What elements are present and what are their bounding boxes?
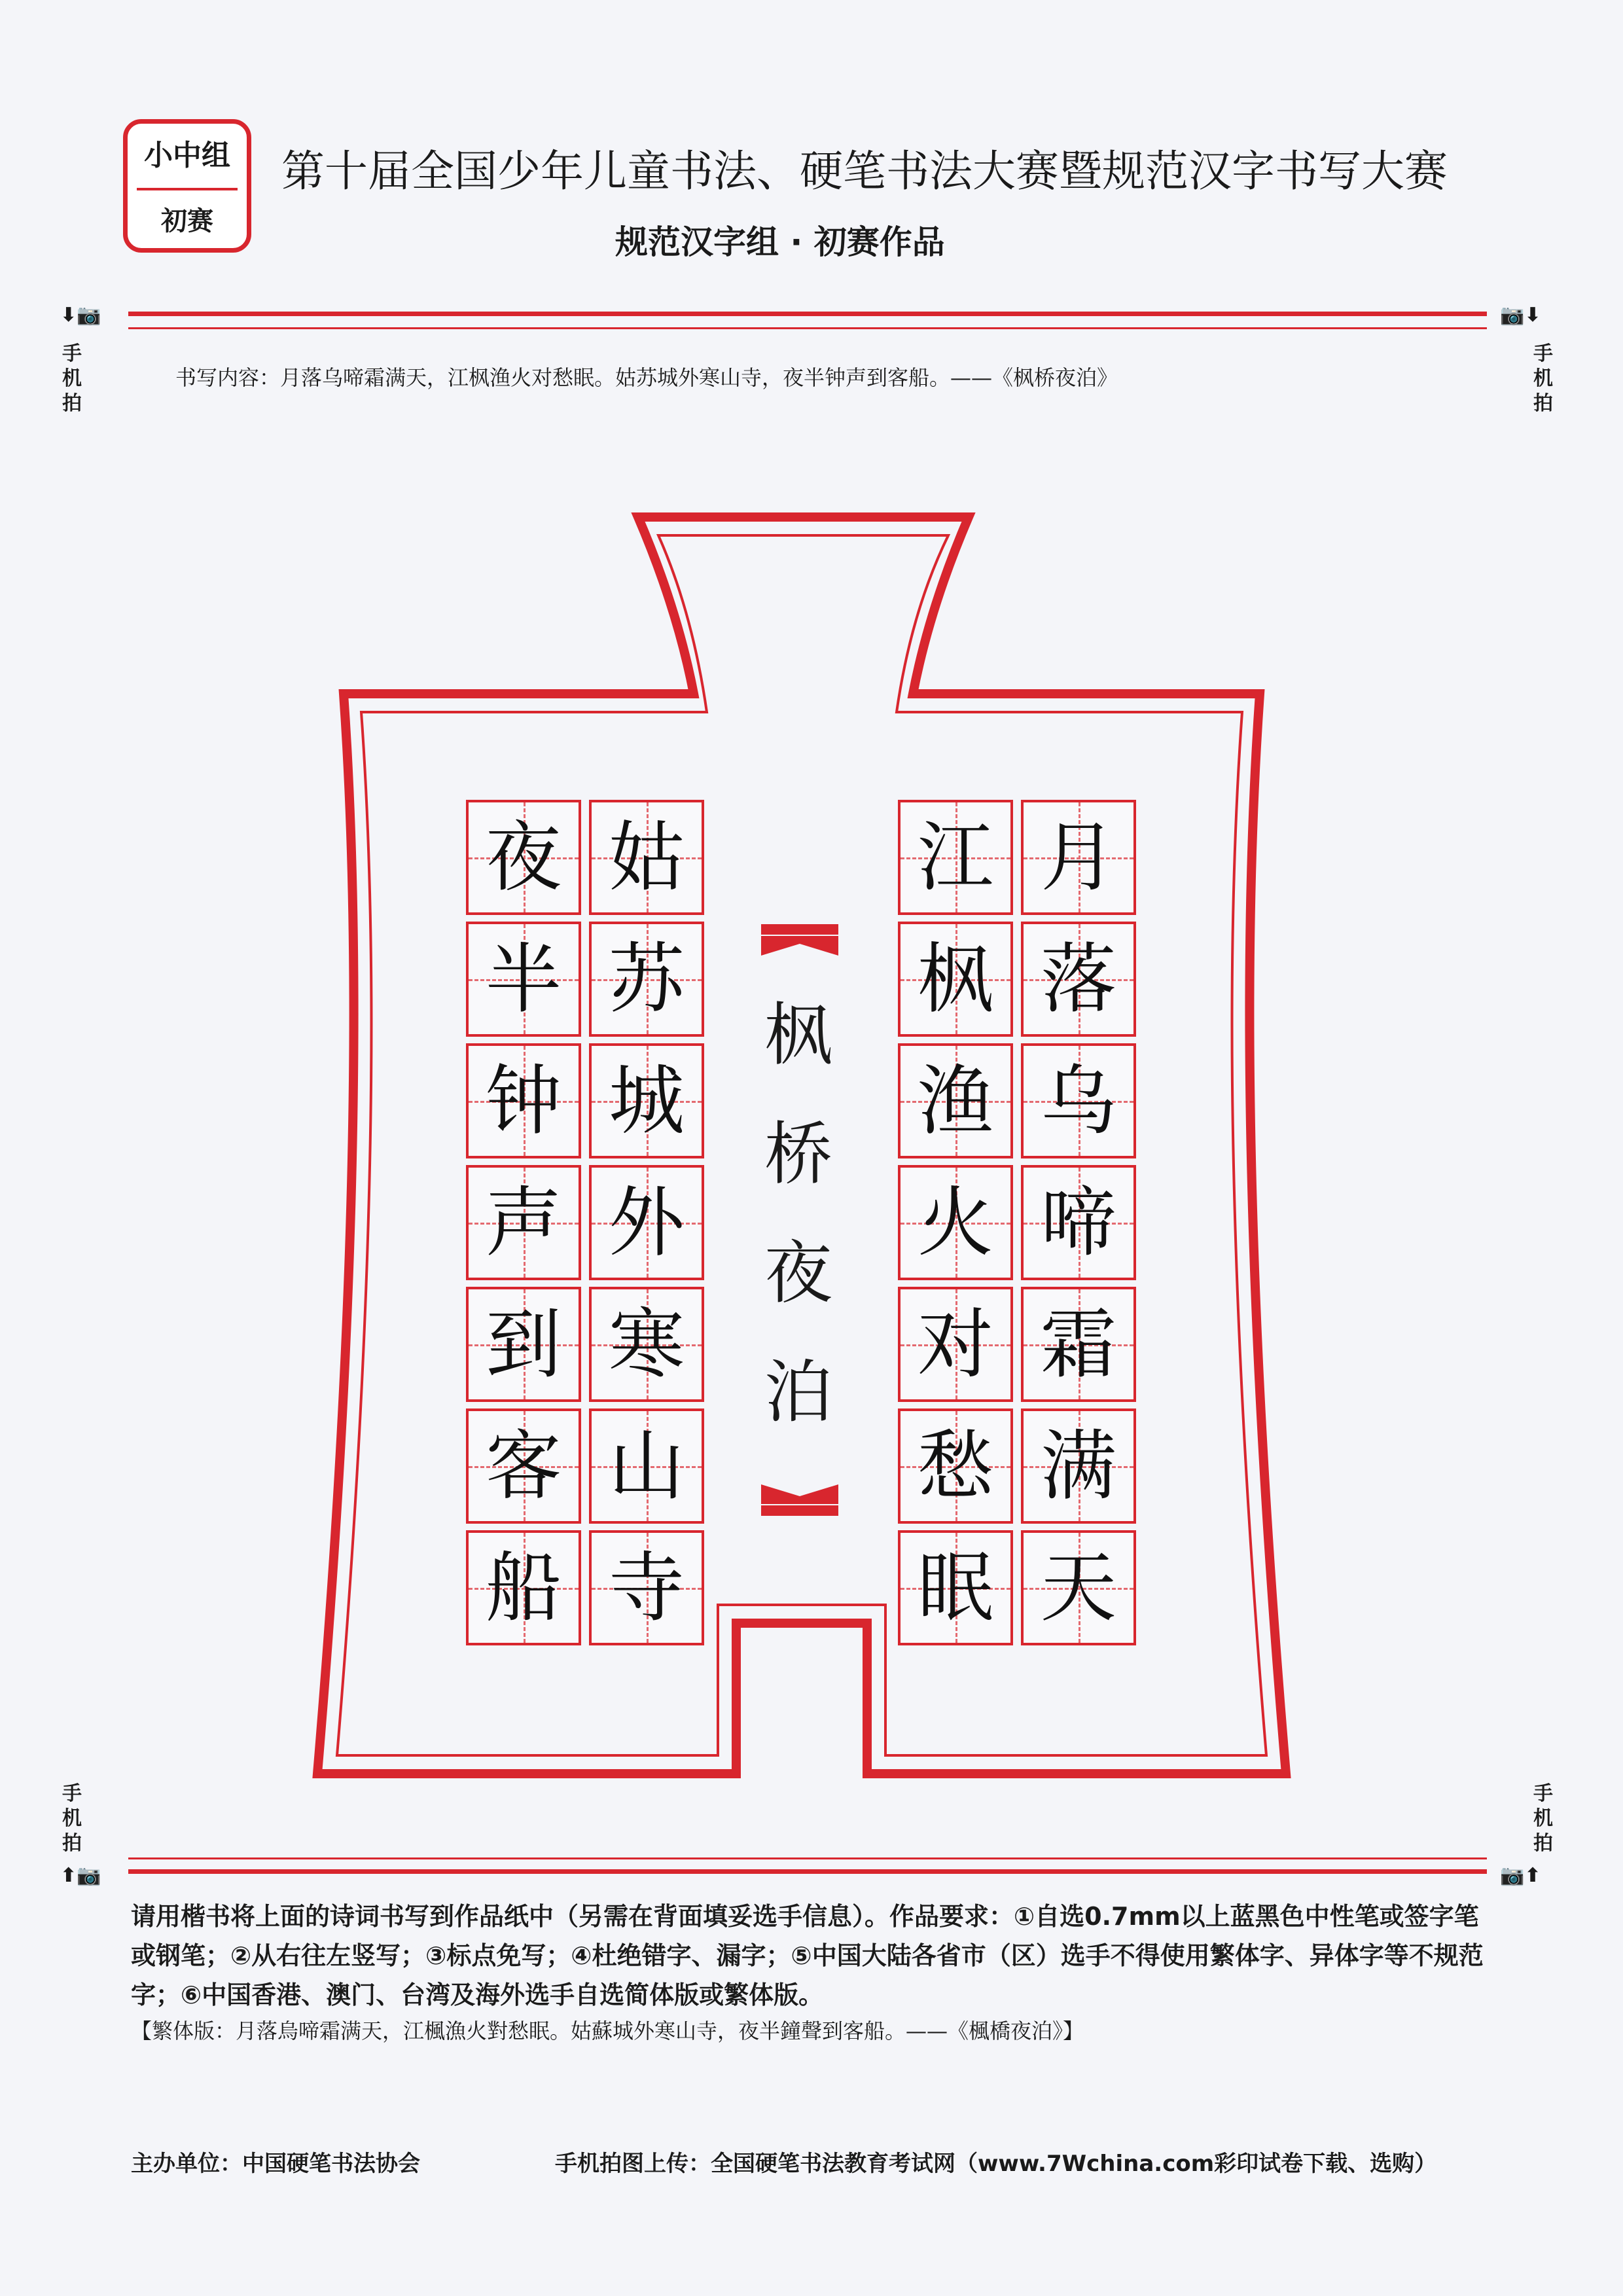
grid-cell [589, 1530, 704, 1645]
grid-character: 客 [486, 1422, 562, 1511]
poem-title-char: 泊 [764, 1352, 832, 1432]
arrow-up-icon: ⬆ [60, 1864, 77, 1887]
arrow-up-icon: ⬆ [1524, 1864, 1541, 1887]
grid-character: 钟 [486, 1057, 562, 1145]
grid-character: 枫 [918, 935, 993, 1024]
camera-icon: 📷 [77, 1864, 101, 1887]
grid-cell [589, 1287, 704, 1402]
grid-cell [466, 1287, 581, 1402]
grid-cell [589, 1043, 704, 1158]
grid-character: 渔 [918, 1057, 993, 1145]
grid-character: 半 [486, 935, 562, 1024]
title-bracket-bottom [761, 1484, 838, 1516]
grid-cell [466, 1165, 581, 1280]
upload-info: 手机拍图上传：全国硬笔书法教育考试网（www.7Wchina.com彩印试卷下载、选购） [555, 2151, 1437, 2177]
grid-cell [898, 800, 1013, 915]
grid-character: 城 [609, 1057, 685, 1145]
grid-cell [898, 922, 1013, 1037]
grid-character: 火 [918, 1179, 993, 1267]
grid-cell [466, 800, 581, 915]
bottom-rule-thin [128, 1857, 1487, 1859]
page-title: 第十届全国少年儿童书法、硬笔书法大赛暨规范汉字书写大赛 [281, 146, 1448, 196]
grid-cell [1021, 1043, 1136, 1158]
poem-title-char: 夜 [764, 1233, 832, 1313]
camera-icon: 📷 [1500, 304, 1525, 327]
grid-cell [466, 1043, 581, 1158]
caption-bottom-right: 手 机 拍 [1533, 1782, 1553, 1855]
grid-character: 对 [918, 1300, 993, 1389]
arrow-down-icon: ⬇ [60, 304, 77, 327]
grid-character: 愁 [918, 1422, 993, 1511]
host-organization: 主办单位：中国硬笔书法协会 [131, 2151, 420, 2177]
grid-character: 霜 [1041, 1300, 1116, 1389]
grid-cell [898, 1043, 1013, 1158]
requirements-text: 请用楷书将上面的诗词书写到作品纸中（另需在背面填妥选手信息）。作品要求：①自选0.7mm以上蓝黑色中性笔或签字笔或钢笔；②从右往左竖写；③标点免写；④杜绝错字、漏字；⑤中国大陆各省市（区）选手不得使用繁体字、异体字等不规范字；⑥中国香港、澳门、台湾及海外选手自选简体版或繁体版。 [131, 1902, 1484, 2009]
grid-character: 声 [486, 1179, 562, 1267]
page-subtitle: 规范汉字组 · 初赛作品 [615, 223, 945, 261]
caption-top-left: 手 机 拍 [62, 342, 82, 415]
grid-character: 啼 [1041, 1179, 1116, 1267]
poem-title-char: 桥 [764, 1114, 832, 1194]
badge-stage: 初赛 [161, 206, 213, 236]
grid-cell [589, 1165, 704, 1280]
poem-title-char: 枫 [764, 995, 832, 1075]
grid-cell [1021, 1165, 1136, 1280]
camera-icon: 📷 [77, 304, 101, 327]
grid-character: 寒 [609, 1300, 685, 1389]
grid-character: 船 [486, 1544, 562, 1632]
grid-cell [898, 1165, 1013, 1280]
grid-character: 山 [609, 1422, 685, 1511]
grid-cell [1021, 1408, 1136, 1524]
grid-cell [1021, 800, 1136, 915]
grid-character: 到 [486, 1300, 562, 1389]
grid-character: 乌 [1041, 1057, 1116, 1145]
grid-character: 外 [609, 1179, 685, 1267]
grid-character: 夜 [486, 814, 562, 902]
grid-character: 江 [918, 814, 993, 902]
grid-cell [466, 1408, 581, 1524]
grid-cell [589, 800, 704, 915]
badge-group: 小中组 [144, 139, 230, 172]
grid-cell [1021, 1530, 1136, 1645]
grid-cell [589, 922, 704, 1037]
writing-content: 书写内容：月落乌啼霜满天，江枫渔火对愁眠。姑苏城外寒山寺，夜半钟声到客船。——《枫桥夜泊》 [175, 365, 1118, 390]
grid-cell [1021, 1287, 1136, 1402]
title-bracket-top [761, 924, 838, 956]
traditional-version: 【繁体版：月落烏啼霜满天，江楓漁火對愁眠。姑蘇城外寒山寺，夜半鐘聲到客船。——《楓橋夜泊》】 [131, 2018, 1084, 2043]
grid-cell [466, 922, 581, 1037]
grid-character: 姑 [609, 814, 685, 902]
grid-cell [898, 1530, 1013, 1645]
grid-character: 月 [1041, 814, 1116, 902]
grid-character: 寺 [609, 1544, 685, 1632]
grid-cell [1021, 922, 1136, 1037]
camera-icon: 📷 [1500, 1864, 1525, 1887]
poem-title [759, 975, 838, 1452]
grid-character: 满 [1041, 1422, 1116, 1511]
arrow-down-icon: ⬇ [1524, 304, 1541, 327]
grid-cell [466, 1530, 581, 1645]
grid-cell [589, 1408, 704, 1524]
grid-character: 天 [1041, 1544, 1116, 1632]
bottom-rule [128, 1869, 1487, 1874]
grid-character: 苏 [609, 935, 685, 1024]
grid-character: 眠 [918, 1544, 993, 1632]
caption-bottom-left: 手 机 拍 [62, 1782, 82, 1855]
grid-cell [898, 1408, 1013, 1524]
grid-cell [898, 1287, 1013, 1402]
caption-top-right: 手 机 拍 [1533, 342, 1553, 415]
grid-character: 落 [1041, 935, 1116, 1024]
